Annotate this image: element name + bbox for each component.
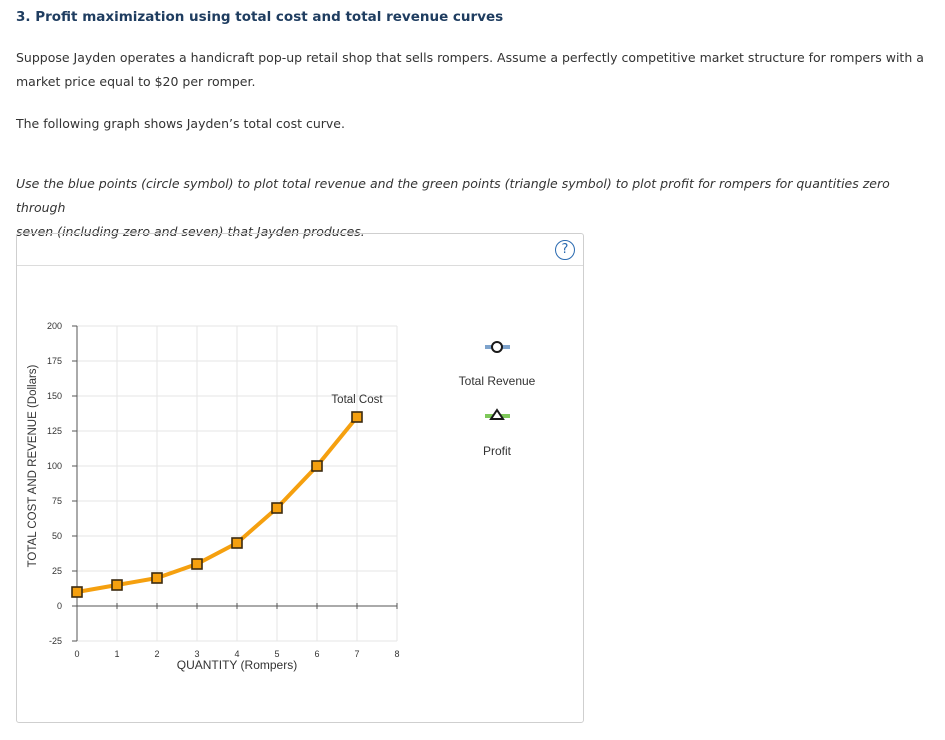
total-revenue-legend-label: Total Revenue — [458, 374, 536, 388]
x-tick-label: 5 — [274, 649, 280, 659]
question-title: 3. Profit maximization using total cost and total revenue curves — [16, 9, 504, 25]
total-cost-point[interactable] — [272, 503, 282, 513]
chart-legend — [459, 342, 536, 458]
y-tick-label: 175 — [46, 356, 62, 366]
y-tick-label: 150 — [46, 391, 62, 401]
total-cost-line — [77, 417, 357, 592]
instruction-line-2: seven (including zero and seven) that Jayden produces. — [16, 224, 365, 239]
x-tick-label: 3 — [194, 649, 200, 659]
instruction-line-1: Use the blue points (circle symbol) to plot total revenue and the green points (triangle symbol) to plot profit for rompers for quantities zero through — [16, 176, 890, 215]
y-tick-label: 125 — [46, 426, 62, 436]
x-tick-label: 8 — [394, 649, 400, 659]
y-tick-label: 100 — [46, 461, 62, 471]
x-tick-label: 0 — [74, 649, 80, 659]
total-cost-point[interactable] — [152, 573, 162, 583]
y-tick-label: 75 — [51, 496, 62, 506]
total-cost-point[interactable] — [112, 580, 122, 590]
total-cost-point[interactable] — [232, 538, 242, 548]
profit-legend-label: Profit — [482, 444, 512, 458]
x-axis-label: QUANTITY (Rompers) — [176, 658, 298, 672]
x-tick-label: 7 — [354, 649, 360, 659]
intro-line-1: Suppose Jayden operates a handicraft pop-up retail shop that sells rompers. Assume a perfectly competitive market structure for rompers with a — [16, 50, 924, 65]
y-tick-label: 200 — [46, 321, 62, 331]
y-tick-label: -25 — [48, 636, 62, 646]
help-icon[interactable]: ? — [555, 240, 575, 260]
y-tick-label: 25 — [51, 566, 62, 576]
chart-grid — [77, 326, 397, 641]
y-tick-label: 0 — [56, 601, 62, 611]
y-tick-label: 50 — [51, 531, 62, 541]
total-cost-series-label: Total Cost — [331, 394, 383, 406]
total-revenue-tool[interactable] — [485, 342, 510, 352]
x-tick-label: 2 — [154, 649, 160, 659]
chart-axes — [47, 321, 400, 659]
x-tick-label: 6 — [314, 649, 320, 659]
total-cost-point[interactable] — [192, 559, 202, 569]
total-cost-point[interactable] — [352, 412, 362, 422]
profit-tool-triangle-icon — [491, 410, 503, 419]
chart-series — [72, 394, 383, 597]
graph-note: The following graph shows Jayden’s total cost curve. — [16, 116, 345, 131]
intro-line-2: market price equal to $20 per romper. — [16, 74, 256, 89]
total-cost-point[interactable] — [312, 461, 322, 471]
y-axis-label: TOTAL COST AND REVENUE (Dollars) — [27, 364, 39, 568]
x-tick-label: 1 — [114, 649, 120, 659]
x-tick-label: 4 — [234, 649, 240, 659]
total-revenue-tool-circle-icon — [492, 342, 502, 352]
total-cost-point[interactable] — [72, 587, 82, 597]
profit-tool[interactable] — [485, 410, 510, 419]
